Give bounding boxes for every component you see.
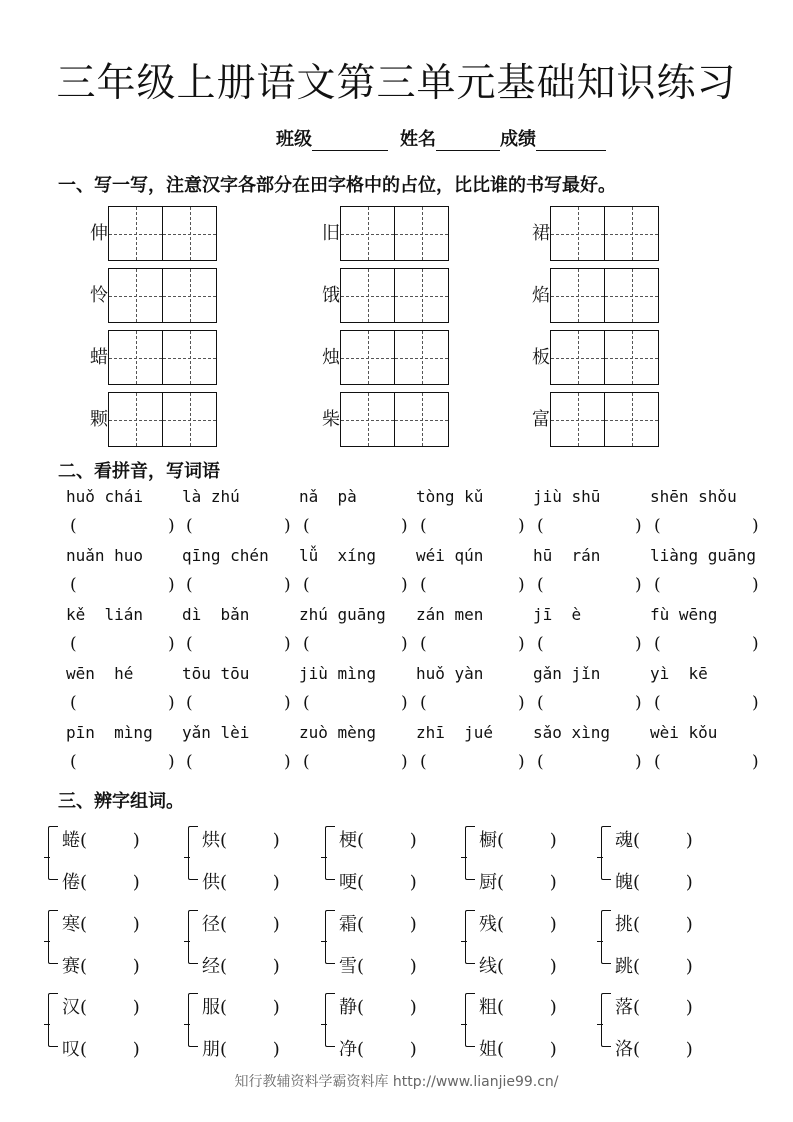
answer-paren-close[interactable]: ) bbox=[284, 752, 291, 772]
pair-line[interactable] bbox=[202, 868, 280, 894]
grid-char: 富 bbox=[532, 409, 550, 430]
answer-paren-open[interactable]: ( bbox=[654, 575, 661, 595]
word-slot[interactable]: ( ) bbox=[357, 914, 417, 935]
char-pair bbox=[48, 989, 178, 1060]
word-slot[interactable]: ( ) bbox=[497, 872, 557, 893]
answer-row bbox=[58, 634, 758, 664]
pair-char: 落 bbox=[615, 997, 633, 1018]
pinyin-text: huǒ chái bbox=[66, 487, 144, 506]
answer-paren-close[interactable]: ) bbox=[752, 752, 759, 772]
section2-heading: 二、看拼音，写词语 bbox=[58, 461, 220, 482]
answer-paren-close[interactable]: ) bbox=[635, 575, 642, 595]
brace-icon bbox=[465, 993, 475, 1047]
answer-paren-open[interactable]: ( bbox=[654, 693, 661, 713]
char-pair bbox=[48, 822, 178, 893]
pair-char: 厨 bbox=[479, 872, 497, 893]
pair-line[interactable] bbox=[62, 952, 140, 978]
brace-icon bbox=[188, 910, 198, 964]
word-slot[interactable]: ( ) bbox=[633, 914, 693, 935]
word-slot[interactable]: ( ) bbox=[633, 956, 693, 977]
answer-paren-close[interactable]: ) bbox=[752, 634, 759, 654]
answer-paren-close[interactable]: ) bbox=[752, 575, 759, 595]
char-pair bbox=[48, 906, 178, 977]
char-pair bbox=[325, 822, 455, 893]
answer-paren-open[interactable]: ( bbox=[186, 634, 193, 654]
pair-char: 净 bbox=[339, 1039, 357, 1060]
answer-paren-open[interactable]: ( bbox=[303, 516, 310, 536]
pair-char: 雪 bbox=[339, 956, 357, 977]
char-pair bbox=[601, 822, 731, 893]
pair-line[interactable] bbox=[339, 1035, 417, 1061]
score-label: 成绩 bbox=[500, 129, 536, 150]
grid-char: 柴 bbox=[322, 409, 340, 430]
word-slot[interactable]: ( ) bbox=[633, 872, 693, 893]
pair-char: 姐 bbox=[479, 1039, 497, 1060]
pinyin-text: jiù shū bbox=[533, 487, 601, 506]
brace-icon bbox=[48, 993, 58, 1047]
answer-row bbox=[58, 575, 758, 605]
answer-paren-close[interactable]: ) bbox=[401, 575, 408, 595]
pinyin-text: liàng guāng bbox=[650, 546, 756, 565]
char-pair bbox=[465, 822, 595, 893]
word-slot[interactable]: ( ) bbox=[220, 1039, 280, 1060]
answer-paren-close[interactable]: ) bbox=[168, 575, 175, 595]
pinyin-text: hū rán bbox=[533, 546, 601, 565]
pair-char: 橱 bbox=[479, 830, 497, 851]
pair-line[interactable] bbox=[615, 993, 693, 1019]
class-blank[interactable] bbox=[312, 132, 388, 151]
pair-char: 魂 bbox=[615, 830, 633, 851]
pair-line[interactable] bbox=[479, 826, 557, 852]
pinyin-text: nǎ pà bbox=[299, 487, 357, 506]
answer-paren-close[interactable]: ) bbox=[168, 516, 175, 536]
answer-paren-close[interactable]: ) bbox=[401, 752, 408, 772]
pinyin-text: zuò mèng bbox=[299, 723, 377, 742]
answer-paren-close[interactable]: ) bbox=[518, 516, 525, 536]
grid-char: 怜 bbox=[90, 285, 108, 306]
word-slot[interactable]: ( ) bbox=[357, 997, 417, 1018]
brace-icon bbox=[465, 826, 475, 880]
pinyin-text: zhī jué bbox=[416, 723, 494, 742]
pinyin-text: kě lián bbox=[66, 605, 144, 624]
answer-row bbox=[58, 693, 758, 723]
pair-char: 朋 bbox=[202, 1039, 220, 1060]
pair-line[interactable] bbox=[339, 952, 417, 978]
name-label: 姓名 bbox=[400, 129, 436, 150]
tianzige-box[interactable] bbox=[108, 206, 218, 261]
pair-char: 挑 bbox=[615, 914, 633, 935]
pinyin-row bbox=[58, 723, 758, 753]
pinyin-row bbox=[58, 664, 758, 694]
word-slot[interactable]: ( ) bbox=[357, 956, 417, 977]
word-slot[interactable]: ( ) bbox=[357, 1039, 417, 1060]
score-field[interactable] bbox=[500, 125, 606, 151]
pair-line[interactable] bbox=[479, 910, 557, 936]
pair-line[interactable] bbox=[615, 1035, 693, 1061]
pair-line[interactable] bbox=[615, 910, 693, 936]
answer-row bbox=[58, 752, 758, 782]
answer-paren-open[interactable]: ( bbox=[537, 752, 544, 772]
pinyin-text: tōu tōu bbox=[182, 664, 250, 683]
pair-char: 蜷 bbox=[62, 830, 80, 851]
pinyin-text: huǒ yàn bbox=[416, 664, 484, 683]
answer-paren-close[interactable]: ) bbox=[401, 693, 408, 713]
answer-paren-close[interactable]: ) bbox=[635, 752, 642, 772]
tianzige-box[interactable] bbox=[108, 392, 218, 447]
answer-paren-open[interactable]: ( bbox=[186, 693, 193, 713]
answer-paren-open[interactable]: ( bbox=[537, 575, 544, 595]
pair-line[interactable] bbox=[62, 910, 140, 936]
student-info-row bbox=[276, 125, 606, 151]
grid-char: 板 bbox=[532, 347, 550, 368]
brace-icon bbox=[325, 910, 335, 964]
name-blank[interactable] bbox=[436, 132, 500, 151]
pinyin-text: wēn hé bbox=[66, 664, 134, 683]
pair-char: 寒 bbox=[62, 914, 80, 935]
brace-icon bbox=[188, 826, 198, 880]
pair-char: 粗 bbox=[479, 997, 497, 1018]
pair-line[interactable] bbox=[615, 952, 693, 978]
grid-char: 烛 bbox=[322, 347, 340, 368]
pair-line[interactable] bbox=[62, 826, 140, 852]
brace-icon bbox=[601, 993, 611, 1047]
pair-char: 烘 bbox=[202, 830, 220, 851]
word-slot[interactable]: ( ) bbox=[633, 830, 693, 851]
answer-paren-close[interactable]: ) bbox=[518, 752, 525, 772]
answer-paren-close[interactable]: ) bbox=[284, 575, 291, 595]
pair-char: 残 bbox=[479, 914, 497, 935]
pair-line[interactable] bbox=[62, 868, 140, 894]
answer-paren-open[interactable]: ( bbox=[70, 634, 77, 654]
pair-char: 经 bbox=[202, 956, 220, 977]
char-pair bbox=[601, 906, 731, 977]
char-pair bbox=[601, 989, 731, 1060]
tianzige-box[interactable] bbox=[340, 330, 450, 385]
pair-char: 魄 bbox=[615, 872, 633, 893]
pair-char: 梗 bbox=[339, 830, 357, 851]
grid-char: 蜡 bbox=[90, 347, 108, 368]
answer-paren-close[interactable]: ) bbox=[284, 634, 291, 654]
pinyin-text: tòng kǔ bbox=[416, 487, 484, 506]
brace-icon bbox=[48, 826, 58, 880]
word-slot[interactable]: ( ) bbox=[220, 956, 280, 977]
answer-paren-open[interactable]: ( bbox=[70, 575, 77, 595]
answer-paren-open[interactable]: ( bbox=[303, 575, 310, 595]
char-pair bbox=[465, 989, 595, 1060]
word-slot[interactable]: ( ) bbox=[497, 914, 557, 935]
pair-line[interactable] bbox=[479, 993, 557, 1019]
char-pair bbox=[188, 906, 318, 977]
score-blank[interactable] bbox=[536, 132, 606, 151]
page-title: 三年级上册语文第三单元基础知识练习 bbox=[56, 61, 737, 106]
answer-paren-close[interactable]: ) bbox=[518, 575, 525, 595]
answer-paren-close[interactable]: ) bbox=[401, 634, 408, 654]
answer-paren-open[interactable]: ( bbox=[186, 752, 193, 772]
answer-paren-open[interactable]: ( bbox=[420, 516, 427, 536]
pinyin-text: jiù mìng bbox=[299, 664, 377, 683]
char-pair bbox=[325, 906, 455, 977]
answer-paren-close[interactable]: ) bbox=[518, 693, 525, 713]
answer-paren-close[interactable]: ) bbox=[752, 516, 759, 536]
answer-paren-open[interactable]: ( bbox=[186, 575, 193, 595]
tianzige-box[interactable] bbox=[340, 206, 450, 261]
pinyin-text: wèi kǒu bbox=[650, 723, 718, 742]
answer-paren-open[interactable]: ( bbox=[420, 575, 427, 595]
answer-paren-close[interactable]: ) bbox=[518, 634, 525, 654]
answer-paren-close[interactable]: ) bbox=[635, 634, 642, 654]
answer-paren-open[interactable]: ( bbox=[420, 634, 427, 654]
word-slot[interactable]: ( ) bbox=[80, 956, 140, 977]
word-slot[interactable]: ( ) bbox=[497, 1039, 557, 1060]
pinyin-text: qīng chén bbox=[182, 546, 269, 565]
answer-paren-close[interactable]: ) bbox=[401, 516, 408, 536]
pair-line[interactable] bbox=[62, 993, 140, 1019]
brace-icon bbox=[48, 910, 58, 964]
pair-char: 径 bbox=[202, 914, 220, 935]
grid-char: 伸 bbox=[90, 223, 108, 244]
pair-line[interactable] bbox=[202, 952, 280, 978]
pinyin-row bbox=[58, 605, 758, 635]
word-slot[interactable]: ( ) bbox=[497, 997, 557, 1018]
answer-paren-close[interactable]: ) bbox=[284, 693, 291, 713]
grid-char: 颗 bbox=[90, 409, 108, 430]
answer-paren-open[interactable]: ( bbox=[70, 516, 77, 536]
word-slot[interactable]: ( ) bbox=[220, 997, 280, 1018]
pair-line[interactable] bbox=[339, 826, 417, 852]
brace-icon bbox=[325, 826, 335, 880]
answer-paren-close[interactable]: ) bbox=[752, 693, 759, 713]
answer-paren-close[interactable]: ) bbox=[635, 693, 642, 713]
tianzige-box[interactable] bbox=[340, 392, 450, 447]
answer-paren-open[interactable]: ( bbox=[420, 693, 427, 713]
pinyin-row bbox=[58, 546, 758, 576]
pair-line[interactable] bbox=[339, 993, 417, 1019]
pinyin-text: jī è bbox=[533, 605, 582, 624]
pair-char: 哽 bbox=[339, 872, 357, 893]
pinyin-text: yǎn lèi bbox=[182, 723, 250, 742]
grid-char: 焰 bbox=[532, 285, 550, 306]
answer-paren-open[interactable]: ( bbox=[654, 752, 661, 772]
pinyin-text: fù wēng bbox=[650, 605, 718, 624]
answer-paren-open[interactable]: ( bbox=[303, 634, 310, 654]
pinyin-row bbox=[58, 487, 758, 517]
pair-char: 跳 bbox=[615, 956, 633, 977]
pinyin-text: shēn shǒu bbox=[650, 487, 737, 506]
answer-paren-open[interactable]: ( bbox=[654, 516, 661, 536]
pinyin-text: là zhú bbox=[182, 487, 240, 506]
tianzige-box[interactable] bbox=[550, 268, 660, 323]
word-slot[interactable]: ( ) bbox=[220, 914, 280, 935]
pair-char: 赛 bbox=[62, 956, 80, 977]
pinyin-text: wéi qún bbox=[416, 546, 484, 565]
pair-char: 静 bbox=[339, 997, 357, 1018]
section3-heading: 三、辨字组词。 bbox=[58, 791, 184, 812]
pinyin-text: yì kē bbox=[650, 664, 708, 683]
pair-char: 霜 bbox=[339, 914, 357, 935]
pair-line[interactable] bbox=[339, 910, 417, 936]
grid-char: 旧 bbox=[322, 223, 340, 244]
char-pair bbox=[325, 989, 455, 1060]
pinyin-text: dì bǎn bbox=[182, 605, 250, 624]
pinyin-text: sǎo xìng bbox=[533, 723, 611, 742]
word-slot[interactable]: ( ) bbox=[633, 997, 693, 1018]
word-slot[interactable]: ( ) bbox=[80, 872, 140, 893]
class-label: 班级 bbox=[276, 129, 312, 150]
pinyin-text: lǚ xíng bbox=[299, 546, 377, 565]
pair-char: 倦 bbox=[62, 872, 80, 893]
word-slot[interactable]: ( ) bbox=[220, 872, 280, 893]
pair-line[interactable] bbox=[615, 868, 693, 894]
answer-paren-close[interactable]: ) bbox=[168, 752, 175, 772]
pair-line[interactable] bbox=[202, 826, 280, 852]
char-pair bbox=[465, 906, 595, 977]
answer-paren-close[interactable]: ) bbox=[168, 634, 175, 654]
pair-line[interactable] bbox=[339, 868, 417, 894]
word-slot[interactable]: ( ) bbox=[80, 1039, 140, 1060]
answer-row bbox=[58, 516, 758, 546]
tianzige-box[interactable] bbox=[550, 392, 660, 447]
answer-paren-close[interactable]: ) bbox=[635, 516, 642, 536]
word-slot[interactable]: ( ) bbox=[357, 872, 417, 893]
pair-line[interactable] bbox=[479, 952, 557, 978]
answer-paren-open[interactable]: ( bbox=[70, 752, 77, 772]
tianzige-box[interactable] bbox=[550, 330, 660, 385]
word-slot[interactable]: ( ) bbox=[357, 830, 417, 851]
word-slot[interactable]: ( ) bbox=[497, 956, 557, 977]
grid-char: 裙 bbox=[532, 223, 550, 244]
pair-line[interactable] bbox=[202, 910, 280, 936]
pair-char: 汉 bbox=[62, 997, 80, 1018]
pair-line[interactable] bbox=[615, 826, 693, 852]
word-slot[interactable]: ( ) bbox=[80, 830, 140, 851]
brace-icon bbox=[601, 826, 611, 880]
pair-char: 洛 bbox=[615, 1039, 633, 1060]
section1-heading: 一、写一写，注意汉字各部分在田字格中的占位，比比谁的书写最好。 bbox=[58, 175, 616, 196]
pair-char: 叹 bbox=[62, 1039, 80, 1060]
pair-line[interactable] bbox=[479, 868, 557, 894]
pair-line[interactable] bbox=[479, 1035, 557, 1061]
tianzige-box[interactable] bbox=[550, 206, 660, 261]
pair-line[interactable] bbox=[62, 1035, 140, 1061]
pinyin-text: nuǎn huo bbox=[66, 546, 144, 565]
footer-watermark: 知行教辅资料学霸资料库 http://www.lianjie99.cn/ bbox=[234, 1074, 559, 1090]
brace-icon bbox=[601, 910, 611, 964]
pinyin-text: gǎn jǐn bbox=[533, 664, 601, 683]
answer-paren-open[interactable]: ( bbox=[186, 516, 193, 536]
pair-char: 线 bbox=[479, 956, 497, 977]
pinyin-text: zán men bbox=[416, 605, 484, 624]
pinyin-text: zhú guāng bbox=[299, 605, 386, 624]
word-slot[interactable]: ( ) bbox=[220, 830, 280, 851]
char-pair bbox=[188, 822, 318, 893]
answer-paren-open[interactable]: ( bbox=[537, 634, 544, 654]
answer-paren-open[interactable]: ( bbox=[654, 634, 661, 654]
answer-paren-close[interactable]: ) bbox=[284, 516, 291, 536]
brace-icon bbox=[188, 993, 198, 1047]
word-slot[interactable]: ( ) bbox=[80, 914, 140, 935]
answer-paren-open[interactable]: ( bbox=[70, 693, 77, 713]
answer-paren-open[interactable]: ( bbox=[303, 752, 310, 772]
word-slot[interactable]: ( ) bbox=[497, 830, 557, 851]
answer-paren-open[interactable]: ( bbox=[537, 516, 544, 536]
pinyin-text: pīn mìng bbox=[66, 723, 153, 742]
grid-char: 饿 bbox=[322, 285, 340, 306]
tianzige-box[interactable] bbox=[108, 330, 218, 385]
tianzige-grid bbox=[80, 206, 680, 448]
answer-paren-open[interactable]: ( bbox=[303, 693, 310, 713]
answer-paren-open[interactable]: ( bbox=[420, 752, 427, 772]
brace-icon bbox=[325, 993, 335, 1047]
char-pair bbox=[188, 989, 318, 1060]
name-field[interactable] bbox=[400, 125, 500, 151]
pair-char: 服 bbox=[202, 997, 220, 1018]
class-field[interactable] bbox=[276, 125, 388, 151]
answer-paren-close[interactable]: ) bbox=[168, 693, 175, 713]
tianzige-box[interactable] bbox=[108, 268, 218, 323]
pair-char: 供 bbox=[202, 872, 220, 893]
answer-paren-open[interactable]: ( bbox=[537, 693, 544, 713]
tianzige-box[interactable] bbox=[340, 268, 450, 323]
pair-line[interactable] bbox=[202, 993, 280, 1019]
pair-line[interactable] bbox=[202, 1035, 280, 1061]
brace-icon bbox=[465, 910, 475, 964]
word-slot[interactable]: ( ) bbox=[633, 1039, 693, 1060]
word-slot[interactable]: ( ) bbox=[80, 997, 140, 1018]
